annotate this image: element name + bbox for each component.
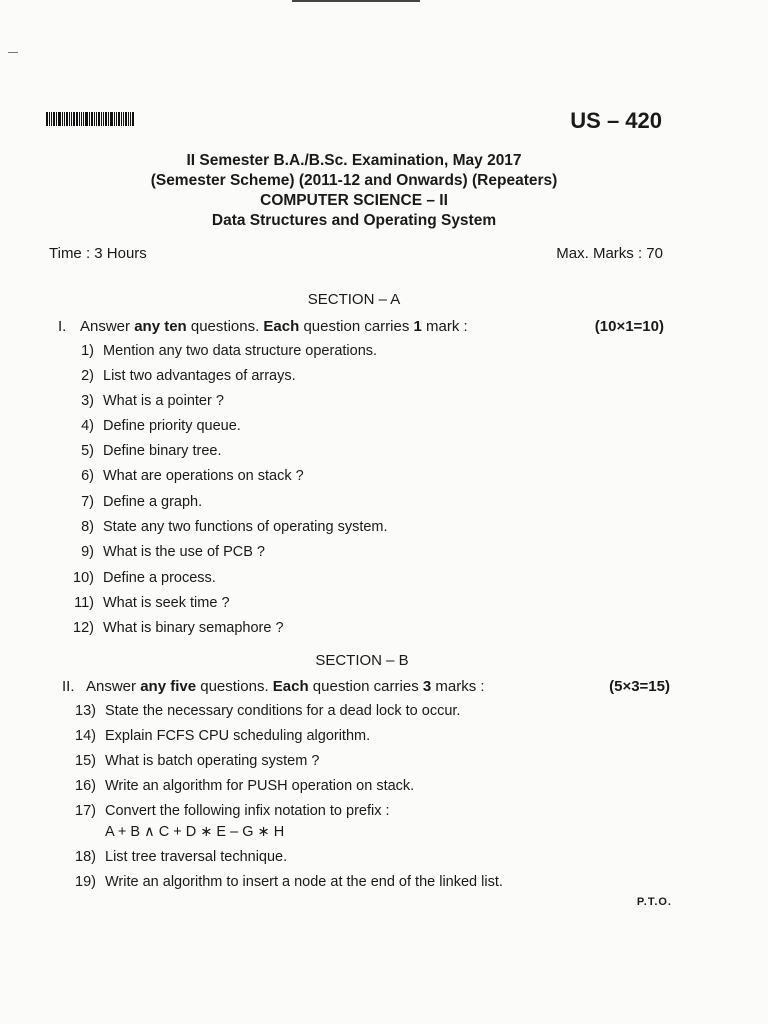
question-number: 18) [75, 849, 96, 865]
question-number: 17) [75, 803, 96, 819]
question-item [62, 343, 377, 359]
question-number: 8) [81, 519, 94, 535]
subject-line: COMPUTER SCIENCE – II [260, 192, 448, 209]
question-item [64, 849, 287, 865]
barcode-bar [128, 112, 129, 126]
barcode-bar [79, 112, 80, 126]
question-text: Define priority queue. [103, 418, 241, 434]
question-text: List two advantages of arrays. [103, 368, 296, 384]
barcode-bar [89, 112, 90, 126]
infix-expression [64, 824, 284, 840]
instr-bold: 3 [422, 678, 432, 695]
question-item [62, 368, 296, 384]
question-number: 9) [81, 544, 94, 560]
section-a-marks: (10×1=10) [594, 318, 664, 335]
barcode-bar [118, 112, 120, 126]
question-text: What are operations on stack ? [103, 468, 304, 484]
barcode-bar [96, 112, 97, 126]
question-item [62, 393, 224, 409]
question-text: A + B ∧ C + D ∗ E – G ∗ H [105, 824, 285, 840]
question-text: State any two functions of operating system. [103, 519, 388, 535]
barcode-bar [83, 112, 84, 126]
barcode-bar [62, 112, 63, 126]
question-item [64, 703, 460, 719]
section-b-roman: II. [62, 678, 75, 695]
question-item [64, 728, 370, 744]
instr-text: questions. [196, 678, 273, 695]
please-turn-over: P.T.O. [636, 896, 672, 908]
question-item [62, 570, 216, 586]
barcode-bar [105, 112, 107, 126]
question-number: 19) [75, 874, 96, 890]
barcode-bar [66, 112, 68, 126]
barcode-bar [125, 112, 127, 126]
question-number: 6) [81, 468, 94, 484]
barcode [46, 112, 148, 126]
question-number: 2) [81, 368, 94, 384]
barcode-bar [94, 112, 95, 126]
barcode-bar [69, 112, 70, 126]
barcode-bar [101, 112, 102, 126]
barcode-bar [71, 112, 72, 126]
top-edge-line [292, 0, 420, 2]
question-number: 3) [81, 393, 94, 409]
question-text: Define a process. [103, 570, 216, 586]
instr-text: question carries [308, 678, 423, 695]
instr-bold: Each [272, 678, 309, 695]
question-text: What is binary semaphore ? [103, 620, 284, 636]
time-allowed: Time : 3 Hours [49, 245, 147, 262]
question-item [62, 443, 221, 459]
barcode-bar [121, 112, 122, 126]
barcode-bar [85, 112, 88, 126]
barcode-bar [53, 112, 55, 126]
question-number: 13) [75, 703, 96, 719]
section-a-roman: I. [58, 318, 67, 335]
section-a-instruction [58, 318, 468, 335]
barcode-bar [56, 112, 57, 126]
barcode-bar [132, 112, 134, 126]
question-text: Explain FCFS CPU scheduling algorithm. [105, 728, 371, 744]
barcode-bar [116, 112, 117, 126]
question-text: What is batch operating system ? [105, 753, 320, 769]
barcode-bar [110, 112, 113, 126]
question-number: 4) [81, 418, 94, 434]
instr-bold: any five [140, 678, 197, 695]
question-item [64, 778, 414, 794]
question-number: 7) [81, 494, 94, 510]
barcode-bar [98, 112, 100, 126]
section-b-title: SECTION – B [315, 652, 409, 669]
barcode-bar [51, 112, 52, 126]
barcode-bar [73, 112, 75, 126]
instr-text: Answer [86, 678, 141, 695]
barcode-bar [114, 112, 115, 126]
question-item [62, 418, 241, 434]
question-item [62, 494, 202, 510]
question-number: 16) [75, 778, 96, 794]
instr-bold: Each [263, 318, 300, 335]
question-text: Write an algorithm to insert a node at the end of the linked list. [105, 874, 503, 890]
question-item [62, 620, 284, 636]
paper-title-line: Data Structures and Operating System [211, 212, 497, 229]
margin-mark [8, 52, 18, 53]
max-marks: Max. Marks : 70 [556, 245, 663, 262]
barcode-bar [108, 112, 109, 126]
scheme-line: (Semester Scheme) (2011-12 and Onwards) (Repeaters) [150, 172, 558, 189]
instr-bold: 1 [413, 318, 422, 335]
question-number: 14) [75, 728, 96, 744]
question-item [62, 595, 230, 611]
question-text: Define a graph. [103, 494, 203, 510]
instr-text: questions. [186, 318, 264, 335]
instr-text: marks : [431, 678, 485, 695]
question-text: What is seek time ? [103, 595, 230, 611]
barcode-bar [76, 112, 78, 126]
section-a-title: SECTION – A [307, 291, 401, 308]
question-number: 15) [75, 753, 96, 769]
barcode-bar [130, 112, 131, 126]
question-text: Convert the following infix notation to prefix : [105, 803, 390, 819]
question-number: 12) [73, 620, 94, 636]
question-text: List tree traversal technique. [105, 849, 288, 865]
question-number: 11) [74, 595, 94, 611]
instr-text: question carries [299, 318, 414, 335]
question-text: Write an algorithm for PUSH operation on stack. [105, 778, 415, 794]
question-text: State the necessary conditions for a dead lock to occur. [105, 703, 461, 719]
question-text: What is the use of PCB ? [103, 544, 265, 560]
instr-text: Answer [80, 318, 135, 335]
barcode-bar [46, 112, 48, 126]
exam-code: US – 420 [570, 108, 662, 133]
question-item [62, 468, 304, 484]
question-item [62, 544, 265, 560]
section-b-marks: (5×3=15) [609, 678, 670, 695]
question-item [62, 519, 388, 535]
question-number: 5) [81, 443, 94, 459]
exam-title-line: II Semester B.A./B.Sc. Examination, May 2017 [186, 152, 522, 169]
question-number: 10) [73, 570, 94, 586]
instr-text: mark : [421, 318, 468, 335]
question-item [64, 874, 503, 890]
barcode-bar [91, 112, 93, 126]
barcode-bar [81, 112, 82, 126]
barcode-bar [64, 112, 65, 126]
instr-bold: any ten [134, 318, 187, 335]
barcode-bar [103, 112, 104, 126]
question-item [64, 803, 390, 819]
question-text: Define binary tree. [103, 443, 222, 459]
question-text: Mention any two data structure operations. [103, 343, 378, 359]
question-text: What is a pointer ? [103, 393, 224, 409]
barcode-bar [49, 112, 50, 126]
section-b-instruction [62, 678, 485, 695]
barcode-bar [58, 112, 61, 126]
question-number: 1) [81, 343, 94, 359]
barcode-bar [123, 112, 124, 126]
question-item [64, 753, 319, 769]
